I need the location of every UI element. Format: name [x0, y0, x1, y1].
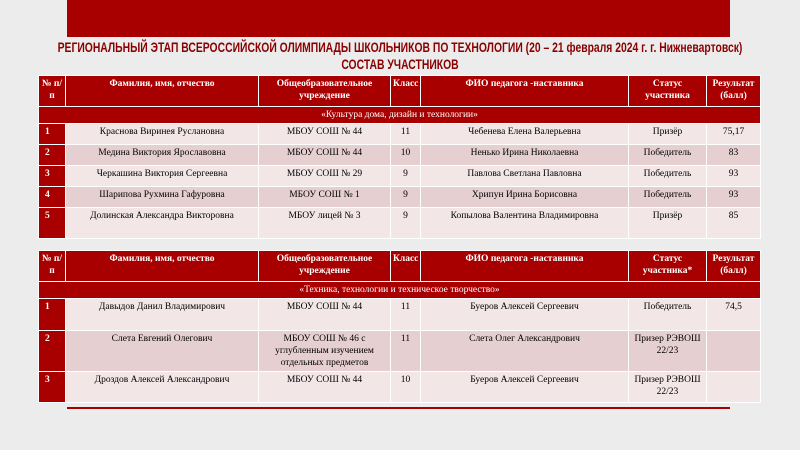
table-cell: 1: [39, 124, 66, 145]
table-cell: Победитель: [629, 299, 707, 331]
column-header: ФИО педагога -наставника: [421, 76, 629, 107]
table-cell: 3: [39, 372, 66, 403]
table-cell: [707, 372, 761, 403]
table-row: [39, 372, 761, 403]
header-row: [39, 251, 761, 282]
category-row: [39, 107, 761, 124]
table-cell: Медина Виктория Ярославовна: [66, 145, 259, 166]
category-label: «Культура дома, дизайн и технологии»: [39, 107, 761, 124]
table-cell: Краснова Виринея Руслановна: [66, 124, 259, 145]
table-row: [39, 331, 761, 372]
table-cell: Хрипун Ирина Борисовна: [421, 187, 629, 208]
table-cell: Победитель: [629, 145, 707, 166]
table-row: [39, 299, 761, 331]
column-header: Класс: [391, 251, 421, 282]
participants-table-culture: [38, 75, 761, 239]
table-cell: Дроздов Алексей Александрович: [66, 372, 259, 403]
table-cell: 93: [707, 166, 761, 187]
table-cell: 10: [391, 372, 421, 403]
table-cell: МБОУ СОШ № 1: [259, 187, 391, 208]
table-cell: МБОУ СОШ № 29: [259, 166, 391, 187]
column-header: Фамилия, имя, отчество: [66, 251, 259, 282]
table-cell: Победитель: [629, 166, 707, 187]
table-cell: 11: [391, 124, 421, 145]
table-cell: 11: [391, 299, 421, 331]
table-cell: 2: [39, 145, 66, 166]
table-cell: Черкашина Виктория Сергеевна: [66, 166, 259, 187]
table-cell: 9: [391, 187, 421, 208]
table-cell: 93: [707, 187, 761, 208]
table-cell: 3: [39, 166, 66, 187]
table-cell: Слета Олег Александрович: [421, 331, 629, 372]
table-cell: 9: [391, 208, 421, 239]
table-cell: Призер РЭВОШ 22/23: [629, 331, 707, 372]
top-banner: [67, 0, 730, 37]
table-cell: Буеров Алексей Сергеевич: [421, 372, 629, 403]
table-row: [39, 208, 761, 239]
table-cell: 4: [39, 187, 66, 208]
table-cell: 9: [391, 166, 421, 187]
table-cell: Победитель: [629, 187, 707, 208]
table-cell: 5: [39, 208, 66, 239]
table-cell: Давыдов Данил Владимирович: [66, 299, 259, 331]
table-cell: Ненько Ирина Николаевна: [421, 145, 629, 166]
table-cell: 83: [707, 145, 761, 166]
table-cell: Долинская Александра Викторовна: [66, 208, 259, 239]
table-cell: МБОУ СОШ № 44: [259, 372, 391, 403]
column-header: Фамилия, имя, отчество: [66, 76, 259, 107]
column-header: Результат (балл): [707, 76, 761, 107]
table-cell: МБОУ лицей № 3: [259, 208, 391, 239]
table-cell: Призёр: [629, 208, 707, 239]
column-header: Класс: [391, 76, 421, 107]
slide-title: РЕГИОНАЛЬНЫЙ ЭТАП ВСЕРОССИЙСКОЙ ОЛИМПИАДЫ ШКОЛЬНИКОВ ПО ТЕХНОЛОГИИ (20 – 21 февраля 2024 г. г. Нижневартовск): [57, 39, 743, 55]
table-row: [39, 166, 761, 187]
column-header: № п/п: [39, 251, 66, 282]
table-cell: Призёр: [629, 124, 707, 145]
table-cell: Призер РЭВОШ 22/23: [629, 372, 707, 403]
table-cell: 1: [39, 299, 66, 331]
table-cell: МБОУ СОШ № 46 с углубленным изучением отдельных предметов: [259, 331, 391, 372]
table-cell: 2: [39, 331, 66, 372]
table-cell: 75,17: [707, 124, 761, 145]
table-cell: Буеров Алексей Сергеевич: [421, 299, 629, 331]
table-row: [39, 124, 761, 145]
table-cell: 85: [707, 208, 761, 239]
category-label: «Техника, технологии и техническое творчество»: [39, 282, 761, 299]
table-cell: 11: [391, 331, 421, 372]
table-row: [39, 187, 761, 208]
slide-subtitle: СОСТАВ УЧАСТНИКОВ: [341, 56, 459, 72]
column-header: Статус участника*: [629, 251, 707, 282]
column-header: ФИО педагога -наставника: [421, 251, 629, 282]
header-row: [39, 76, 761, 107]
table-cell: 10: [391, 145, 421, 166]
table-cell: МБОУ СОШ № 44: [259, 124, 391, 145]
column-header: Общеобразовательное учреждение: [259, 76, 391, 107]
table-cell: МБОУ СОШ № 44: [259, 299, 391, 331]
participants-table-technics: [38, 250, 761, 403]
table-cell: [707, 331, 761, 372]
table-cell: МБОУ СОШ № 44: [259, 145, 391, 166]
bottom-divider: [67, 407, 730, 409]
table-cell: 74,5: [707, 299, 761, 331]
table-cell: Шарипова Рухмина Гафуровна: [66, 187, 259, 208]
table-cell: Копылова Валентина Владимировна: [421, 208, 629, 239]
category-row: [39, 282, 761, 299]
column-header: № п/п: [39, 76, 66, 107]
table-row: [39, 145, 761, 166]
table-cell: Чебенева Елена Валерьевна: [421, 124, 629, 145]
column-header: Результат (балл): [707, 251, 761, 282]
table-cell: Слета Евгений Олегович: [66, 331, 259, 372]
column-header: Статус участника: [629, 76, 707, 107]
column-header: Общеобразовательное учреждение: [259, 251, 391, 282]
table-cell: Павлова Светлана Павловна: [421, 166, 629, 187]
